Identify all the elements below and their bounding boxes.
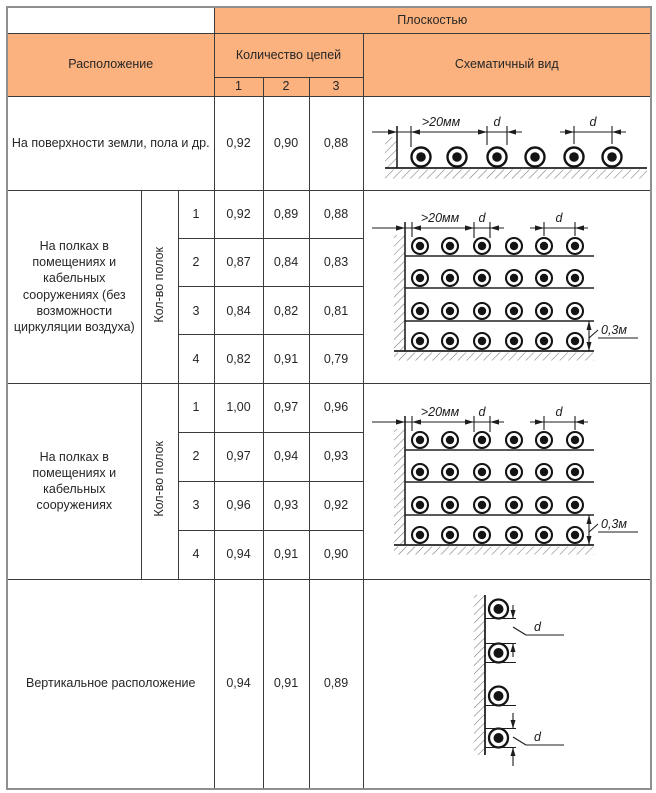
value-cell: 0,83 [309, 238, 363, 286]
value-cell: 0,89 [263, 190, 309, 238]
dimension-arrows [510, 610, 515, 756]
shelf-lines [405, 450, 594, 515]
d-dimension-label: d [478, 405, 485, 419]
empty-corner-cell [7, 7, 214, 33]
gap-dimension-label: >20мм [420, 405, 459, 419]
dimension-lines [372, 222, 638, 351]
shelf-count-cell: 1 [178, 190, 214, 238]
row-label-shelves-no-air: На полках в помещениях и кабельных сооружениях (без возможности циркуляции воздуха) [7, 190, 141, 383]
d-dimension-label: d [555, 405, 562, 419]
value-cell: 0,92 [309, 481, 363, 530]
plane-header: Плоскостью [214, 7, 651, 33]
value-cell: 0,92 [214, 190, 263, 238]
value-cell: 0,84 [263, 238, 309, 286]
dimension-lines [372, 126, 626, 147]
d-dimension-label: d [589, 114, 596, 129]
d-dimension-label: d [555, 210, 562, 225]
value-cell: 1,00 [214, 383, 263, 432]
shelf-count-cell: 2 [178, 432, 214, 481]
cable-circles [412, 238, 583, 349]
value-cell: 0,96 [214, 481, 263, 530]
shelf-height-label: 0,3м [600, 517, 627, 531]
shelf-count-cell: 2 [178, 238, 214, 286]
value-cell: 0,84 [214, 287, 263, 335]
value-cell: 0,82 [263, 287, 309, 335]
shelf-count-axis-cell [141, 190, 178, 383]
shelf-count-cell: 4 [178, 530, 214, 579]
circuits-header: Количество цепей [214, 33, 363, 77]
location-header: Расположение [7, 33, 214, 96]
shelf-count-cell: 1 [178, 383, 214, 432]
wall-hatch [394, 416, 405, 545]
shelf-count-axis-cell [141, 383, 178, 579]
gap-dimension-label: >20мм [421, 114, 460, 129]
value-cell: 0,94 [263, 432, 309, 481]
circuit-col-2: 2 [263, 77, 309, 96]
cable-circles [412, 432, 583, 543]
cable-circles [489, 599, 508, 747]
value-cell: 0,88 [309, 190, 363, 238]
shelf-lines [405, 256, 594, 321]
floor-hatch [385, 168, 647, 179]
dimension-lines [372, 416, 638, 545]
shelf-count-axis-label: Кол-во полок [152, 246, 167, 323]
value-cell: 0,91 [263, 530, 309, 579]
schematic-shelves-cell [363, 383, 651, 579]
value-cell: 0,79 [309, 335, 363, 383]
d-dimension-label: d [478, 210, 485, 225]
value-cell: 0,93 [263, 481, 309, 530]
wall-hatch [474, 595, 485, 755]
floor-hatch [394, 545, 594, 555]
wall-hatch [394, 222, 405, 351]
value-cell: 0,82 [214, 335, 263, 383]
surface-schematic [364, 97, 652, 190]
value-cell: 0,94 [214, 530, 263, 579]
cable-laying-correction-table [6, 6, 652, 790]
shelves-schematic [364, 385, 652, 577]
shelf-count-axis-label: Кол-во полок [152, 441, 167, 517]
schematic-header: Схематичный вид [363, 33, 651, 96]
shelf-count-cell: 4 [178, 335, 214, 383]
vertical-schematic [364, 580, 652, 788]
value-cell: 0,91 [263, 335, 309, 383]
d-dimension-label: d [533, 729, 541, 744]
value-cell: 0,90 [263, 96, 309, 190]
value-cell: 0,92 [214, 96, 263, 190]
schematic-surface-cell [363, 96, 651, 190]
d-dimension-label: d [493, 114, 500, 129]
circuit-col-1: 1 [214, 77, 263, 96]
value-cell: 0,89 [309, 579, 363, 789]
value-cell: 0,87 [214, 238, 263, 286]
d-dimension-label: d [533, 619, 541, 634]
schematic-vertical-cell [363, 579, 651, 789]
value-cell: 0,81 [309, 287, 363, 335]
row-label-vertical: Вертикальное расположение [7, 579, 214, 789]
cable-circles [411, 147, 621, 166]
value-cell: 0,93 [309, 432, 363, 481]
schematic-shelves-no-air-cell [363, 190, 651, 383]
value-cell: 0,91 [263, 579, 309, 789]
value-cell: 0,97 [263, 383, 309, 432]
floor-hatch [394, 351, 594, 361]
gap-dimension-label: >20мм [420, 210, 459, 225]
value-cell: 0,97 [214, 432, 263, 481]
row-label-shelves: На полках в помещениях и кабельных сооружениях [7, 383, 141, 579]
value-cell: 0,88 [309, 96, 363, 190]
shelf-height-label: 0,3м [600, 322, 627, 337]
circuit-col-3: 3 [309, 77, 363, 96]
row-label-surface: На поверхности земли, пола и др. [7, 96, 214, 190]
value-cell: 0,94 [214, 579, 263, 789]
shelf-count-cell: 3 [178, 287, 214, 335]
shelf-count-cell: 3 [178, 481, 214, 530]
shelves-schematic [364, 191, 652, 383]
value-cell: 0,96 [309, 383, 363, 432]
value-cell: 0,90 [309, 530, 363, 579]
